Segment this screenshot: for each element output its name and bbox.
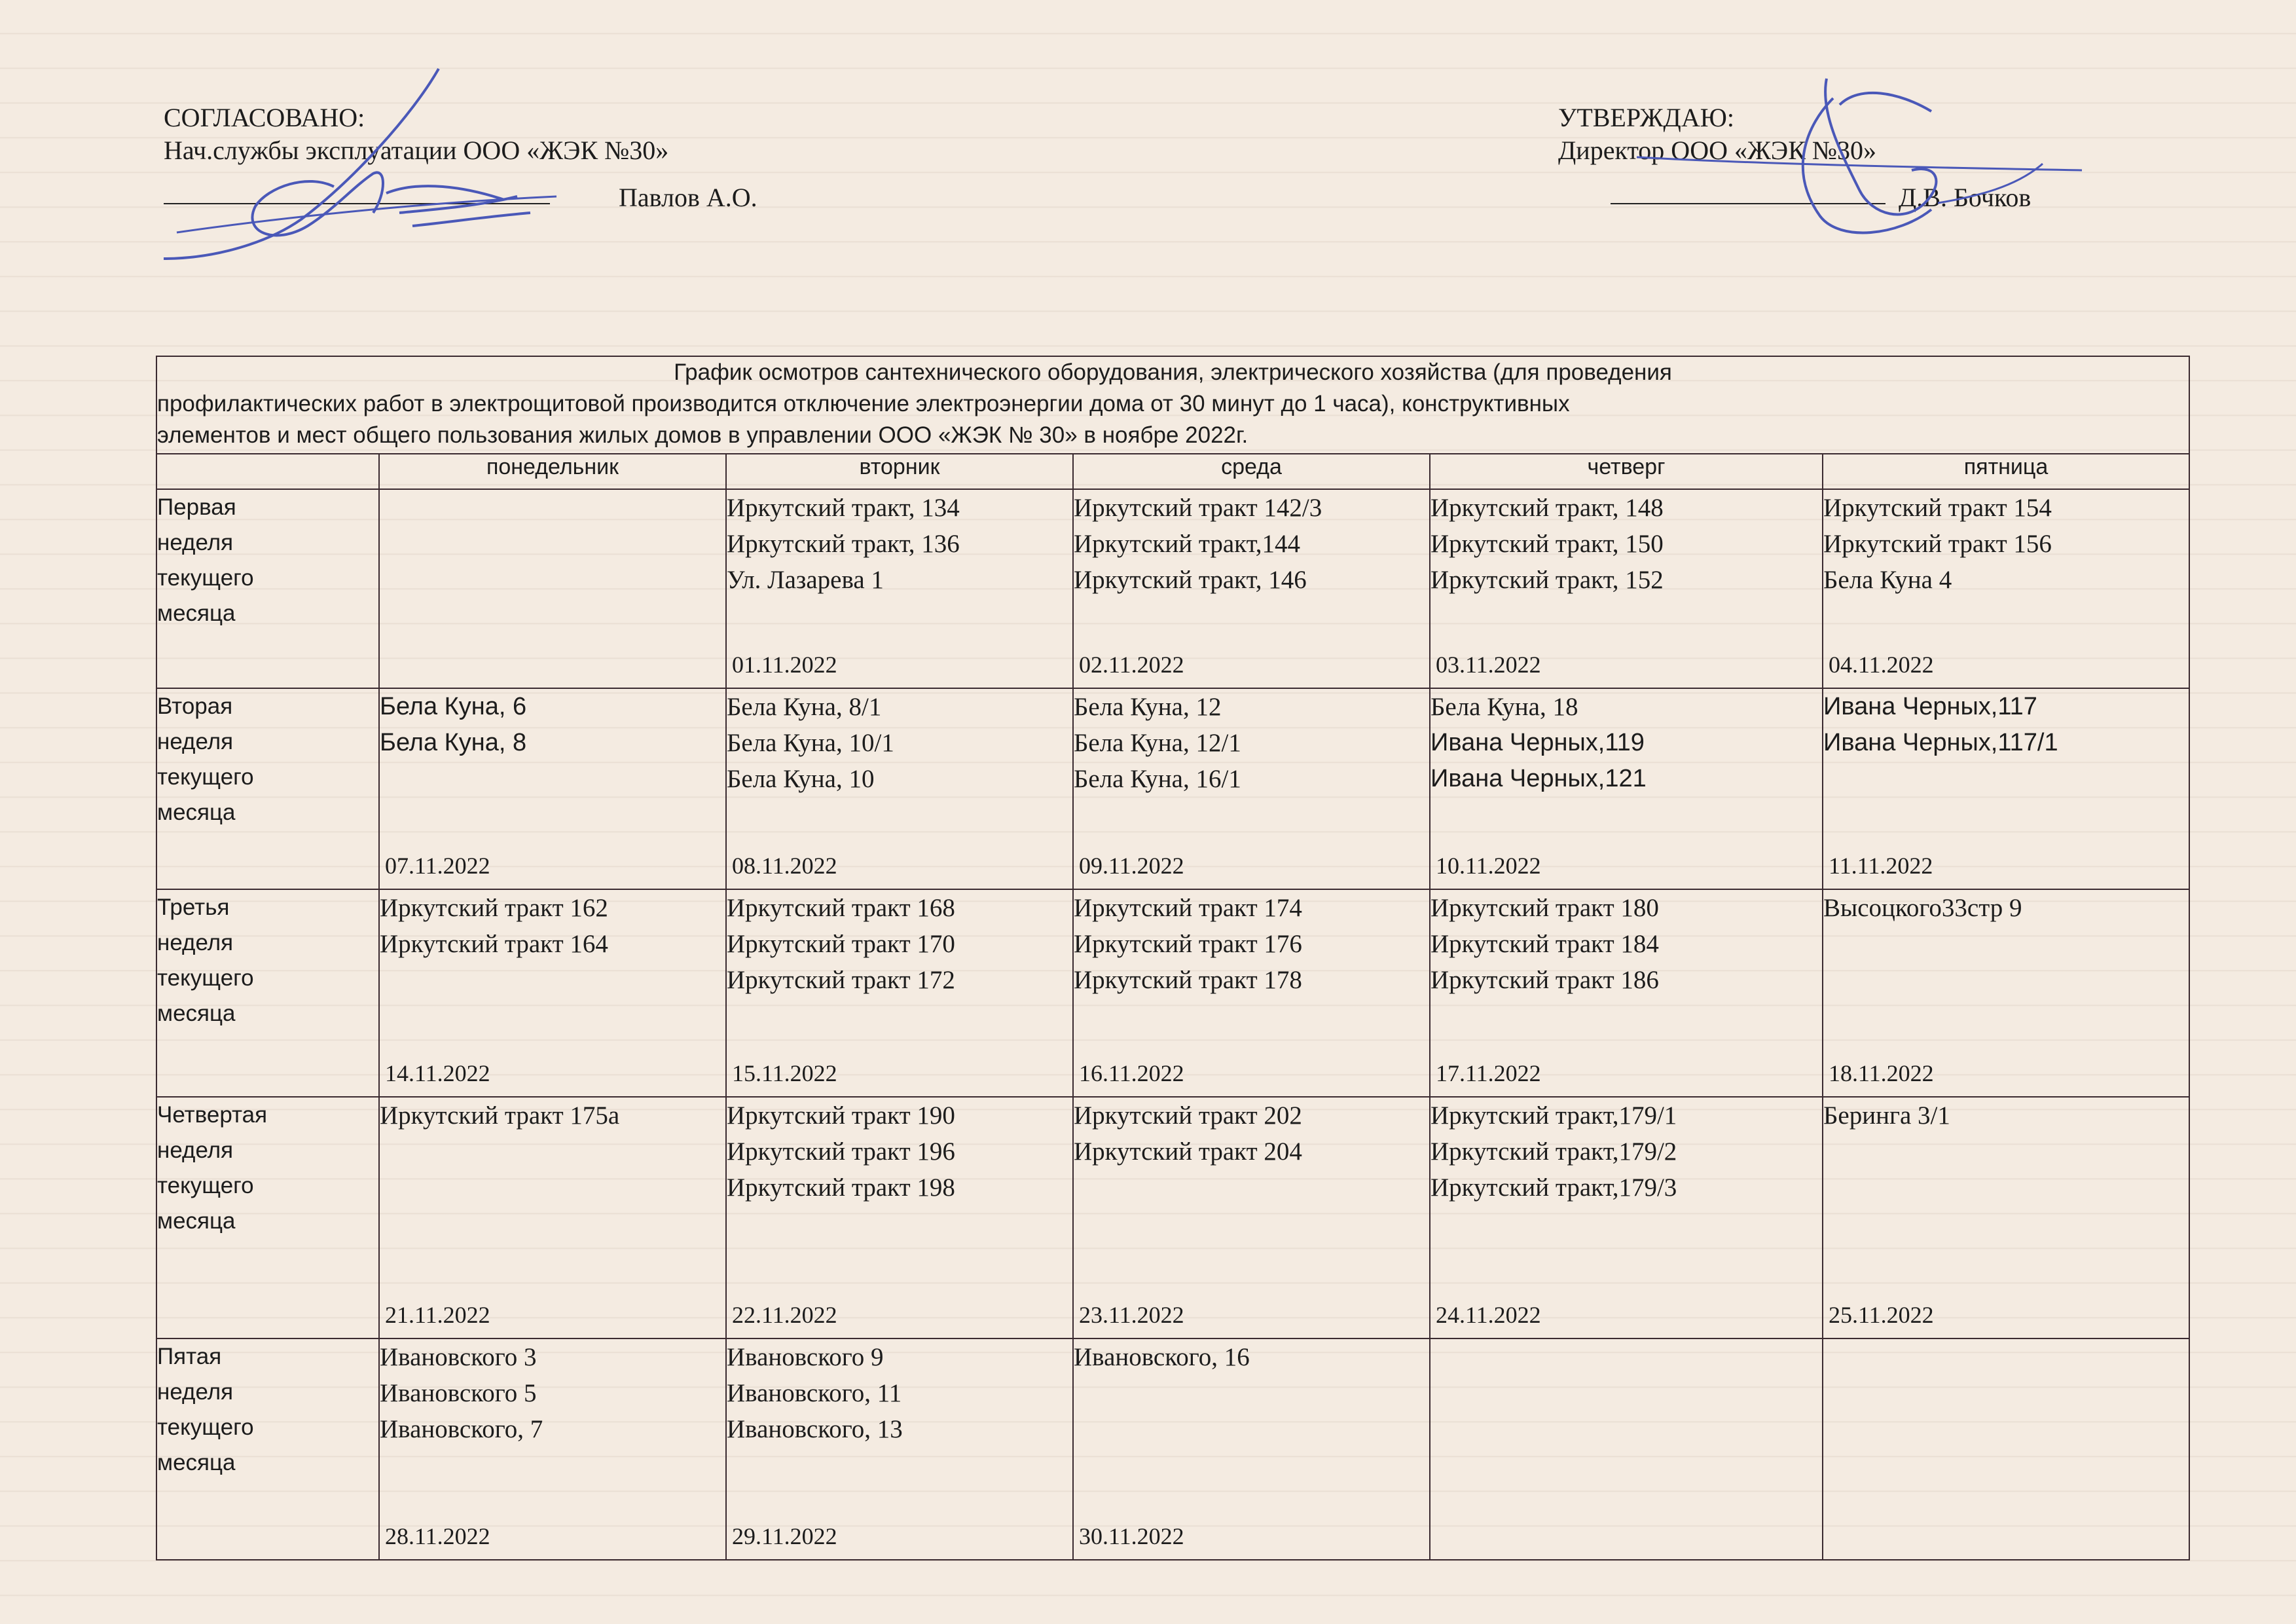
schedule-cell [1430, 1097, 1823, 1338]
address: Иркутский тракт 176 [1074, 930, 1302, 959]
address: Иркутский тракт, 146 [1074, 565, 1307, 594]
schedule-cell [1823, 489, 2189, 688]
inspection-date: 17.11.2022 [1436, 1060, 1541, 1087]
header-empty [156, 454, 379, 489]
address: Бела Куна, 10/1 [727, 728, 894, 757]
address: Иркутский тракт 168 [727, 894, 955, 923]
schedule-cell [726, 889, 1073, 1097]
schedule-title [156, 356, 2189, 454]
inspection-date: 10.11.2022 [1436, 853, 1541, 879]
week-label-word: Четвертая [157, 1102, 268, 1128]
week-row [156, 1338, 2189, 1560]
address: Бела Куна 4 [1823, 565, 1952, 594]
title-line-2: профилактических работ в электрощитовой производится отключение электроэнергии дома от 30 минут до 1 часа), конструктивных [157, 391, 1570, 416]
week-label-word: текущего [157, 764, 254, 790]
week-label [156, 1338, 379, 1560]
inspection-date: 24.11.2022 [1436, 1302, 1541, 1329]
schedule-cell [1823, 889, 2189, 1097]
schedule-cell [1430, 688, 1823, 889]
address: Иркутский тракт 180 [1430, 894, 1659, 923]
week-row [156, 688, 2189, 889]
schedule-cell [379, 489, 726, 688]
week-label-word: текущего [157, 564, 254, 591]
schedule-cell [1430, 889, 1823, 1097]
week-label-word: текущего [157, 1173, 254, 1199]
weeks-body [156, 489, 2189, 1560]
week-label-word: неделя [157, 1137, 234, 1164]
address: Иркутский тракт, 134 [727, 493, 960, 522]
inspection-date: 29.11.2022 [732, 1523, 837, 1549]
address: Бела Куна, 16/1 [1074, 764, 1241, 793]
schedule-cell [1823, 688, 2189, 889]
week-label [156, 1097, 379, 1338]
address: Иркутский тракт, 152 [1430, 565, 1664, 594]
approval-left-name: Павлов А.О. [619, 183, 757, 212]
schedule-cell [726, 1097, 1073, 1338]
schedule-cell [1073, 489, 1430, 688]
week-label-word: неделя [157, 930, 234, 956]
address: Иркутский тракт 172 [727, 966, 955, 995]
inspection-date: 07.11.2022 [385, 853, 490, 879]
inspection-date: 02.11.2022 [1079, 651, 1184, 678]
address: Ивановского 9 [727, 1343, 884, 1372]
address: Бела Куна, 18 [1430, 692, 1578, 721]
title-row [156, 356, 2189, 454]
address: Иркутский тракт 186 [1430, 966, 1659, 995]
address: Иркутский тракт, 136 [727, 529, 960, 558]
address: Иркутский тракт 196 [727, 1137, 955, 1166]
inspection-date: 09.11.2022 [1079, 853, 1184, 879]
schedule-cell [379, 1097, 726, 1338]
schedule-cell [726, 688, 1073, 889]
address: Бела Куна, 12/1 [1074, 728, 1241, 757]
address: Иркутский тракт 190 [727, 1101, 955, 1130]
week-label-word: текущего [157, 965, 254, 991]
address: Иркутский тракт, 148 [1430, 493, 1664, 522]
address: Высоцкого33стр 9 [1823, 894, 2022, 923]
signature-right-drawing [1624, 72, 2095, 268]
week-row [156, 1097, 2189, 1338]
inspection-date: 15.11.2022 [732, 1060, 837, 1087]
schedule-cell [379, 688, 726, 889]
address: Иркутский тракт,179/3 [1430, 1173, 1677, 1202]
address: Ул. Лазарева 1 [727, 565, 884, 594]
week-label-word: Первая [157, 494, 236, 520]
week-label-word: месяца [157, 1001, 236, 1027]
schedule-cell [1073, 688, 1430, 889]
schedule-cell [1823, 1338, 2189, 1560]
address: Иркутский тракт 170 [727, 930, 955, 959]
approval-right-heading: УТВЕРЖДАЮ: [1558, 103, 1734, 132]
approval-right-position: Директор ООО «ЖЭК №30» [1558, 136, 1877, 165]
week-label-word: Вторая [157, 693, 233, 719]
address: Иркутский тракт, 150 [1430, 529, 1664, 558]
address: Иркутский тракт 202 [1074, 1101, 1302, 1130]
header-wednesday: среда [1073, 454, 1430, 489]
address: Бела Куна, 12 [1074, 692, 1222, 721]
address: Иркутский тракт 164 [380, 930, 608, 959]
week-row [156, 489, 2189, 688]
week-label-word: неделя [157, 1379, 234, 1405]
week-label-word: неделя [157, 529, 234, 555]
inspection-date: 11.11.2022 [1829, 853, 1933, 879]
address: Ивановского, 16 [1074, 1343, 1250, 1372]
address: Бела Куна, 8 [380, 728, 527, 756]
signature-left-drawing [137, 62, 596, 272]
header-friday: пятница [1823, 454, 2189, 489]
week-label-word: месяца [157, 1450, 236, 1476]
week-label [156, 688, 379, 889]
schedule-cell [1430, 1338, 1823, 1560]
approval-left-position: Нач.службы эксплуатации ООО «ЖЭК №30» [164, 136, 669, 165]
inspection-date: 08.11.2022 [732, 853, 837, 879]
inspection-date: 22.11.2022 [732, 1302, 837, 1329]
address: Ивана Черных,117 [1823, 692, 2037, 720]
address: Иркутский тракт,179/1 [1430, 1101, 1677, 1130]
address: Иркутский тракт 156 [1823, 529, 2052, 558]
address: Иркутский тракт 162 [380, 894, 608, 923]
schedule-cell [379, 1338, 726, 1560]
address: Иркутский тракт 174 [1074, 894, 1302, 923]
header-tuesday: вторник [726, 454, 1073, 489]
inspection-date: 03.11.2022 [1436, 651, 1541, 678]
address: Беринга 3/1 [1823, 1101, 1950, 1130]
header-monday: понедельник [379, 454, 726, 489]
inspection-date: 28.11.2022 [385, 1523, 490, 1549]
inspection-date: 04.11.2022 [1829, 651, 1934, 678]
week-label-word: месяца [157, 1208, 236, 1234]
week-label-word: Третья [157, 895, 230, 921]
inspection-date: 14.11.2022 [385, 1060, 490, 1087]
address: Ивановского 3 [380, 1343, 537, 1372]
title-line-3: элементов и мест общего пользования жилых домов в управлении ООО «ЖЭК № 30» в ноябре 2022г. [157, 422, 1248, 448]
address: Иркутский тракт 178 [1074, 966, 1302, 995]
inspection-date: 23.11.2022 [1079, 1302, 1184, 1329]
address: Иркутский тракт 175а [380, 1101, 620, 1130]
address: Ивановского 5 [380, 1379, 537, 1408]
schedule-cell [1073, 1097, 1430, 1338]
header-row [156, 454, 2189, 489]
address: Иркутский тракт 154 [1823, 493, 2052, 522]
week-row [156, 889, 2189, 1097]
approval-right-name: Д.В. Бочков [1899, 183, 2032, 212]
inspection-date: 16.11.2022 [1079, 1060, 1184, 1087]
address: Ивана Черных,121 [1430, 764, 1647, 792]
inspection-date: 01.11.2022 [732, 651, 837, 678]
week-label-word: Пятая [157, 1344, 222, 1370]
schedule-cell [1073, 1338, 1430, 1560]
inspection-date: 25.11.2022 [1829, 1302, 1934, 1329]
week-label [156, 889, 379, 1097]
week-label-word: месяца [157, 600, 236, 626]
inspection-date: 18.11.2022 [1829, 1060, 1934, 1087]
address: Иркутский тракт 142/3 [1074, 493, 1322, 522]
address: Ивановского, 11 [727, 1379, 902, 1408]
schedule-cell [1823, 1097, 2189, 1338]
address: Иркутский тракт 198 [727, 1173, 955, 1202]
schedule-cell [726, 1338, 1073, 1560]
schedule-cell [726, 489, 1073, 688]
week-label-word: текущего [157, 1414, 254, 1441]
header-thursday: четверг [1430, 454, 1823, 489]
address: Иркутский тракт,144 [1074, 529, 1300, 558]
week-label [156, 489, 379, 688]
address: Бела Куна, 6 [380, 692, 527, 720]
week-label-word: месяца [157, 799, 236, 825]
schedule-cell [1073, 889, 1430, 1097]
schedule-cell [379, 889, 726, 1097]
approval-left-heading: СОГЛАСОВАНО: [164, 103, 365, 132]
address: Ивана Черных,119 [1430, 728, 1645, 756]
address: Бела Куна, 8/1 [727, 692, 882, 721]
schedule-table [156, 356, 2190, 1560]
address: Иркутский тракт,179/2 [1430, 1137, 1677, 1166]
address: Ивана Черных,117/1 [1823, 728, 2058, 756]
address: Иркутский тракт 204 [1074, 1137, 1302, 1166]
schedule-cell [1430, 489, 1823, 688]
inspection-date: 30.11.2022 [1079, 1523, 1184, 1549]
week-label-word: неделя [157, 728, 234, 754]
address: Бела Куна, 10 [727, 764, 875, 793]
address: Иркутский тракт 184 [1430, 930, 1659, 959]
address: Ивановского, 13 [727, 1415, 903, 1444]
address: Ивановского, 7 [380, 1415, 543, 1444]
title-line-1: График осмотров сантехнического оборудования, электрического хозяйства (для проведения [674, 360, 1672, 385]
inspection-date: 21.11.2022 [385, 1302, 490, 1329]
